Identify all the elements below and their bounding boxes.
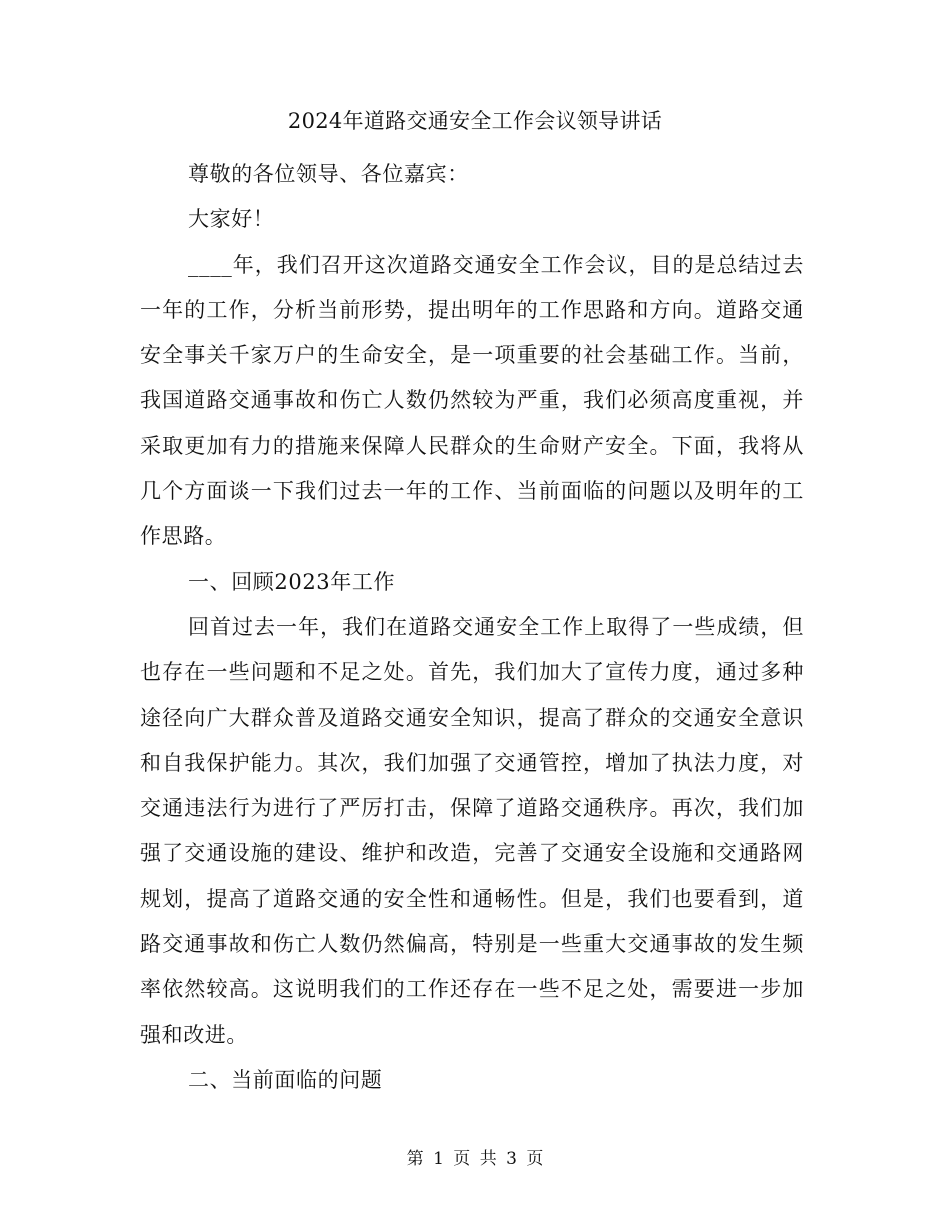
section-heading-2: 二、当前面临的问题 (188, 1067, 383, 1092)
greeting: 大家好！ (188, 207, 275, 232)
section-heading-1: 一、回顾2023年工作 (188, 569, 396, 594)
document-title: 2024年道路交通安全工作会议领导讲话 (287, 109, 663, 133)
intro-paragraph: ____年，我们召开这次道路交通安全工作会议，目的是总结过去一年的工作，分析当前形势，提出明年的工作思路和方向。道路交通安全事关千家万户的生命安全，是一项重要的社会基础工作。当前，我国道路交通事故和伤亡人数仍然较为严重，我们必须高度重视，并采取更加有力的措施来保障人民群众的生命财产安全。下面，我将从几个方面谈一下我们过去一年的工作、当前面临的问题以及明年的工作思路。 (140, 252, 804, 549)
salutation: 尊敬的各位领导、各位嘉宾： (188, 162, 469, 186)
document-body (140, 152, 804, 1103)
review-paragraph: 回首过去一年，我们在道路交通安全工作上取得了一些成绩，但也存在一些问题和不足之处。首先，我们加大了宣传力度，通过多种途径向广大群众普及道路交通安全知识，提高了群众的交通安全意识和自我保护能力。其次，我们加强了交通管控，增加了执法力度，对交通违法行为进行了严厉打击，保障了道路交通秩序。再次，我们加强了交通设施的建设、维护和改造，完善了交通安全设施和交通路网规划，提高了道路交通的安全性和通畅性。但是，我们也要看到，道路交通事故和伤亡人数仍然偏高，特别是一些重大交通事故的发生频率依然较高。这说明我们的工作还存在一些不足之处，需要进一步加强和改进。 (140, 614, 804, 1047)
page-footer: 第 1 页 共 3 页 (406, 1149, 544, 1169)
